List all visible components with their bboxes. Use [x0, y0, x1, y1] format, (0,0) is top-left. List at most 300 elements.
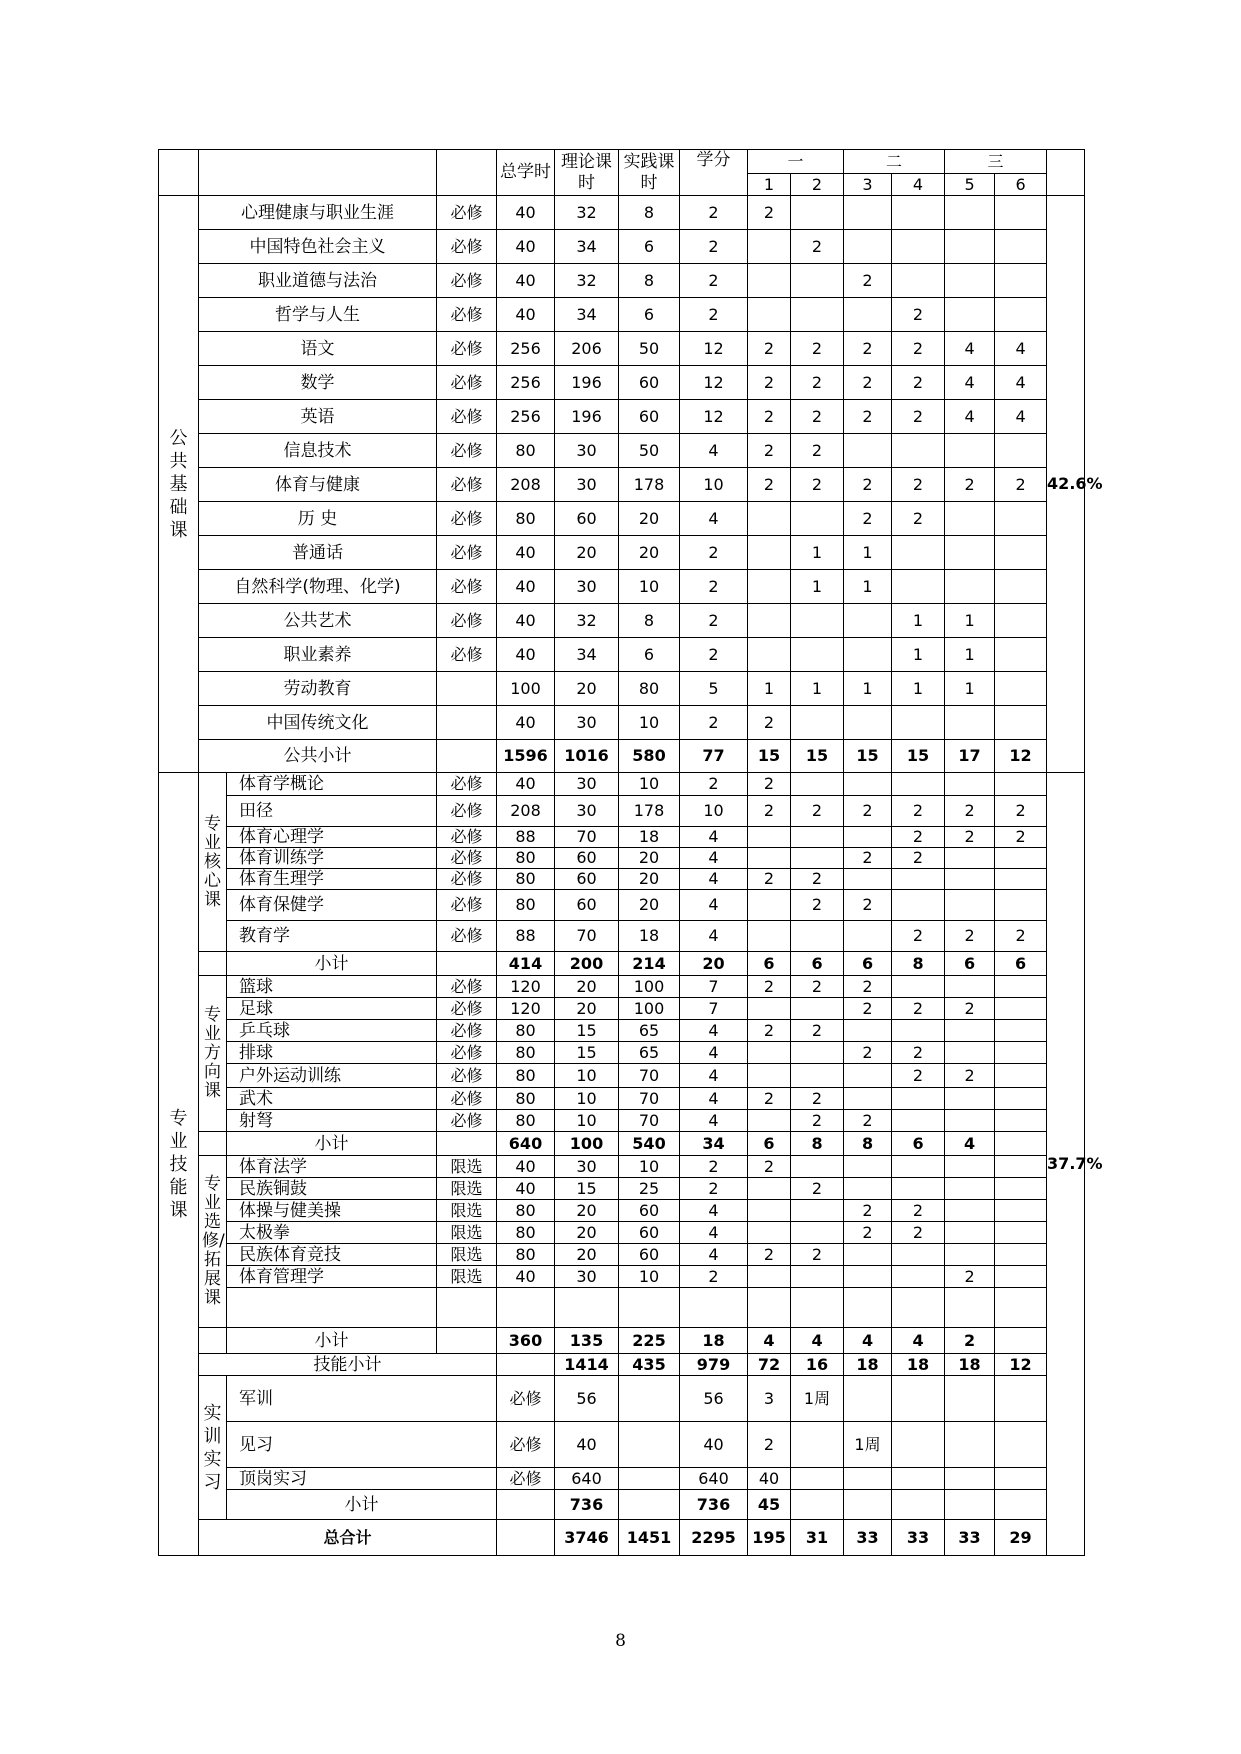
table-row	[159, 366, 1085, 400]
credit-cell: 5	[680, 672, 748, 706]
credit-cell: 2	[680, 706, 748, 740]
practice-hours-cell: 10	[619, 1266, 680, 1288]
term-3-cell: 2	[844, 468, 892, 502]
term-4-cell	[945, 1376, 995, 1422]
credit-cell: 4	[680, 1064, 748, 1088]
course-name: 排球	[227, 1042, 437, 1064]
term-4-cell: 2	[892, 366, 945, 400]
term-3-cell	[892, 1376, 945, 1422]
credit-cell: 12	[680, 400, 748, 434]
table-row	[159, 1422, 1085, 1468]
table-row	[159, 796, 1085, 827]
table-row	[159, 1178, 1085, 1200]
term-6-cell	[995, 773, 1047, 796]
total-hours-cell: 120	[497, 976, 555, 998]
table-row	[159, 604, 1085, 638]
term-1-cell: 15	[748, 740, 791, 773]
term-5-cell: 4	[945, 332, 995, 366]
course-type: 必修	[437, 196, 497, 230]
course-name: 体育心理学	[227, 827, 437, 848]
term-2-cell: 2	[791, 400, 844, 434]
term-2-cell: 1	[791, 570, 844, 604]
term-2-cell: 15	[791, 740, 844, 773]
total-hours-cell: 40	[497, 536, 555, 570]
theory-hours-cell: 15	[555, 1020, 619, 1042]
course-type: 必修	[437, 468, 497, 502]
term-6-cell	[995, 706, 1047, 740]
term-1-cell: 2	[748, 1244, 791, 1266]
credit-cell: 2	[680, 773, 748, 796]
credit-cell: 4	[680, 890, 748, 921]
term-2-cell	[791, 998, 844, 1020]
course-type: 必修	[437, 400, 497, 434]
course-type: 必修	[437, 264, 497, 298]
term-1-cell	[748, 1266, 791, 1288]
term-4-cell: 2	[892, 1064, 945, 1088]
term-1-cell: 2	[748, 773, 791, 796]
term-2-cell	[844, 1468, 892, 1490]
total-hours-cell: 208	[497, 796, 555, 827]
term-5-cell	[995, 1490, 1047, 1520]
term-4-cell	[892, 1178, 945, 1200]
credit-cell: 12	[680, 366, 748, 400]
term-3-cell	[844, 827, 892, 848]
table-row	[159, 998, 1085, 1020]
table-row	[159, 1288, 1085, 1328]
term-3-cell	[844, 434, 892, 468]
practice-hours-cell: 178	[619, 796, 680, 827]
table-row	[159, 848, 1085, 869]
credit-cell: 4	[680, 1200, 748, 1222]
table-row	[159, 976, 1085, 998]
practice-hours-cell: 50	[619, 332, 680, 366]
term-6-cell: 4	[995, 332, 1047, 366]
theory-hours-cell: 20	[555, 672, 619, 706]
term-5-cell: 2	[945, 998, 995, 1020]
term-4-cell: 2	[892, 1042, 945, 1064]
term-4-cell: 2	[892, 827, 945, 848]
course-name: 见习	[227, 1422, 497, 1468]
table-row	[159, 1222, 1085, 1244]
course-type: 必修	[437, 848, 497, 869]
credit-cell: 4	[680, 1042, 748, 1064]
course-name: 军训	[227, 1376, 497, 1422]
term-1-cell	[748, 536, 791, 570]
term-5-cell	[945, 536, 995, 570]
term-header: 4	[892, 174, 945, 196]
table-row	[159, 921, 1085, 952]
credit-cell: 7	[680, 998, 748, 1020]
credit-cell: 4	[680, 827, 748, 848]
theory-hours-cell: 200	[555, 952, 619, 976]
term-2-cell: 2	[791, 1244, 844, 1266]
term-3-cell: 2	[844, 1110, 892, 1132]
term-4-cell	[892, 196, 945, 230]
term-3-cell	[844, 1266, 892, 1288]
term-4-cell	[892, 1020, 945, 1042]
table-row	[159, 400, 1085, 434]
table-row	[159, 434, 1085, 468]
term-2-cell: 2	[791, 869, 844, 890]
total-hours-cell: 80	[497, 434, 555, 468]
total-hours-cell: 80	[497, 1020, 555, 1042]
course-name: 武术	[227, 1088, 437, 1110]
course-name: 体育法学	[227, 1156, 437, 1178]
total-hours-cell: 1596	[497, 740, 555, 773]
course-name: 乒乓球	[227, 1020, 437, 1042]
credit-cell: 4	[680, 1244, 748, 1266]
term-5-cell	[945, 230, 995, 264]
course-name: 田径	[227, 796, 437, 827]
term-2-cell	[791, 196, 844, 230]
course-type: 必修	[437, 1020, 497, 1042]
term-2-cell: 2	[791, 434, 844, 468]
term-5-cell: 2	[945, 468, 995, 502]
percent-label: 42.6%	[1047, 196, 1085, 773]
term-6-cell	[995, 604, 1047, 638]
table-row	[159, 672, 1085, 706]
credit-cell: 4	[680, 869, 748, 890]
term-1-cell: 2	[748, 869, 791, 890]
credit-cell: 18	[680, 1328, 748, 1354]
course-type: 必修	[437, 502, 497, 536]
term-2-cell: 2	[791, 332, 844, 366]
term-5-cell: 4	[945, 1132, 995, 1156]
course-type	[437, 1132, 497, 1156]
course-name: 顶岗实习	[227, 1468, 497, 1490]
course-name: 公共艺术	[199, 604, 437, 638]
term-6-cell: 2	[995, 796, 1047, 827]
credit-cell: 2	[680, 604, 748, 638]
credit-cell: 45	[748, 1490, 791, 1520]
term-3-cell: 8	[844, 1132, 892, 1156]
theory-hours-cell	[619, 1376, 680, 1422]
total-hours-cell: 40	[497, 604, 555, 638]
practice-hours-cell: 580	[619, 740, 680, 773]
course-name: 体育学概论	[227, 773, 437, 796]
credit-cell: 4	[680, 1222, 748, 1244]
term-1-cell: 16	[791, 1354, 844, 1376]
term-3-cell	[844, 1178, 892, 1200]
table-row	[159, 230, 1085, 264]
total-hours-cell: 88	[497, 827, 555, 848]
course-type: 必修	[437, 536, 497, 570]
term-1-cell	[748, 1178, 791, 1200]
term-1-cell: 1周	[791, 1376, 844, 1422]
total-hours-cell: 640	[555, 1468, 619, 1490]
term-4-cell	[892, 1088, 945, 1110]
total-hours-cell: 80	[497, 848, 555, 869]
term-header: 2	[791, 174, 844, 196]
table-row	[159, 1020, 1085, 1042]
term-3-cell: 2	[844, 1222, 892, 1244]
term-3-cell: 2	[844, 890, 892, 921]
course-type	[497, 1354, 555, 1376]
practice-hours-cell: 6	[619, 230, 680, 264]
term-5-cell	[945, 706, 995, 740]
empty-cell	[791, 1288, 844, 1328]
theory-hours-header: 理论课时	[555, 150, 619, 196]
term-1-cell: 1	[748, 672, 791, 706]
term-5-cell: 2	[945, 827, 995, 848]
course-name: 自然科学(物理、化学)	[199, 570, 437, 604]
term-1-cell: 4	[748, 1328, 791, 1354]
term-5-cell	[945, 848, 995, 869]
term-5-cell: 17	[945, 740, 995, 773]
course-name: 心理健康与职业生涯	[199, 196, 437, 230]
term-2-cell	[791, 1042, 844, 1064]
total-hours-cell: 640	[497, 1132, 555, 1156]
table-row	[159, 1266, 1085, 1288]
term-6-cell	[995, 1042, 1047, 1064]
table-row	[159, 1490, 1085, 1520]
term-2-cell: 2	[791, 366, 844, 400]
term-4-cell: 2	[892, 298, 945, 332]
total-hours-cell: 80	[497, 1064, 555, 1088]
table-row	[159, 264, 1085, 298]
term-3-cell	[844, 1064, 892, 1088]
theory-hours-cell: 30	[555, 468, 619, 502]
practice-hours-cell: 100	[619, 976, 680, 998]
total-hours-cell: 80	[497, 1042, 555, 1064]
term-3-cell	[844, 604, 892, 638]
course-name: 射弩	[227, 1110, 437, 1132]
course-name: 普通话	[199, 536, 437, 570]
theory-hours-cell: 196	[555, 366, 619, 400]
theory-hours-cell: 30	[555, 706, 619, 740]
page-number: 8	[615, 1631, 626, 1651]
course-name: 历 史	[199, 502, 437, 536]
course-type: 必修	[437, 827, 497, 848]
term-3-cell: 1	[844, 570, 892, 604]
course-name: 体育保健学	[227, 890, 437, 921]
table-row	[159, 890, 1085, 921]
course-name: 体育生理学	[227, 869, 437, 890]
practice-hours-cell: 70	[619, 1110, 680, 1132]
total-hours-cell: 40	[497, 638, 555, 672]
credit-cell: 2	[680, 1156, 748, 1178]
practice-hours-cell: 640	[680, 1468, 748, 1490]
term-3-cell: 2	[844, 848, 892, 869]
theory-hours-cell	[619, 1468, 680, 1490]
table-row	[159, 502, 1085, 536]
term-1-cell	[748, 1064, 791, 1088]
term-4-cell: 2	[892, 1200, 945, 1222]
term-header: 3	[844, 174, 892, 196]
course-type	[437, 740, 497, 773]
term-5-cell: 2	[945, 1328, 995, 1354]
theory-hours-cell: 32	[555, 604, 619, 638]
term-4-cell: 2	[892, 332, 945, 366]
term-6-cell	[995, 1266, 1047, 1288]
term-1-cell	[748, 890, 791, 921]
term-5-cell: 1	[945, 672, 995, 706]
term-2-cell	[791, 773, 844, 796]
course-type: 必修	[437, 366, 497, 400]
term-6-cell	[995, 1328, 1047, 1354]
term-5-cell	[945, 502, 995, 536]
theory-hours-cell: 60	[555, 869, 619, 890]
term-2-cell	[791, 1064, 844, 1088]
term-4-cell	[892, 570, 945, 604]
credit-cell: 10	[680, 796, 748, 827]
term-6-cell	[995, 230, 1047, 264]
term-1-cell	[748, 827, 791, 848]
table-row	[159, 1244, 1085, 1266]
term-1-cell	[748, 921, 791, 952]
term-1-cell	[791, 1422, 844, 1468]
course-name: 中国特色社会主义	[199, 230, 437, 264]
term-6-cell	[995, 998, 1047, 1020]
term-4-cell: 2	[892, 848, 945, 869]
course-type: 限选	[437, 1244, 497, 1266]
credit-cell: 4	[680, 921, 748, 952]
term-2-cell	[791, 604, 844, 638]
term-6-cell	[995, 536, 1047, 570]
course-type: 限选	[437, 1266, 497, 1288]
term-4-cell	[892, 890, 945, 921]
term-3-cell	[844, 1156, 892, 1178]
term-5-cell: 4	[945, 400, 995, 434]
table-row	[159, 952, 1085, 976]
total-hours-cell: 40	[497, 1266, 555, 1288]
term-1-cell	[748, 1200, 791, 1222]
term-1-cell: 2	[748, 332, 791, 366]
empty-cell	[892, 1288, 945, 1328]
theory-hours-cell: 34	[555, 230, 619, 264]
term-3-cell: 2	[844, 366, 892, 400]
practice-hours-cell: 2295	[680, 1520, 748, 1556]
term-6-cell: 2	[995, 827, 1047, 848]
subtotal-label: 公共小计	[199, 740, 437, 773]
practice-hours-cell: 10	[619, 706, 680, 740]
theory-hours-cell: 70	[555, 827, 619, 848]
term-4-cell: 2	[892, 998, 945, 1020]
term-5-cell	[945, 1222, 995, 1244]
term-4-cell	[892, 1110, 945, 1132]
term-5-cell	[945, 1178, 995, 1200]
empty-cell	[497, 1288, 555, 1328]
term-3-cell	[892, 1422, 945, 1468]
term-6-cell	[995, 848, 1047, 869]
term-1-cell: 2	[748, 400, 791, 434]
table-row	[159, 196, 1085, 230]
term-5-cell	[945, 298, 995, 332]
term-4-cell	[892, 536, 945, 570]
course-name: 体育管理学	[227, 1266, 437, 1288]
term-2-cell: 2	[791, 976, 844, 998]
table-row	[159, 1064, 1085, 1088]
term-4-cell: 1	[892, 672, 945, 706]
table-row	[159, 1354, 1085, 1376]
term-1-cell: 2	[748, 1156, 791, 1178]
term-1-cell	[748, 998, 791, 1020]
course-type: 限选	[437, 1156, 497, 1178]
term-2-cell: 4	[791, 1328, 844, 1354]
table-row	[159, 1328, 1085, 1354]
term-4-cell: 2	[892, 796, 945, 827]
term-4-cell	[892, 706, 945, 740]
course-name: 体育训练学	[227, 848, 437, 869]
course-name: 哲学与人生	[199, 298, 437, 332]
practice-hours-cell: 20	[619, 502, 680, 536]
grand-total-label: 总合计	[199, 1520, 497, 1556]
total-hours-cell: 40	[497, 706, 555, 740]
practice-hours-cell: 6	[619, 638, 680, 672]
category-label: 专业技能课	[159, 773, 199, 1556]
term-3-cell	[844, 1244, 892, 1266]
table-row	[159, 1110, 1085, 1132]
credit-cell: 2	[748, 1422, 791, 1468]
practice-hours-cell: 18	[619, 921, 680, 952]
term-3-cell: 33	[892, 1520, 945, 1556]
total-hours-cell: 256	[497, 332, 555, 366]
term-2-cell: 18	[844, 1354, 892, 1376]
theory-hours-cell: 70	[555, 921, 619, 952]
term-2-cell	[791, 706, 844, 740]
term-3-cell	[844, 196, 892, 230]
table-row	[159, 570, 1085, 604]
term-5-cell: 4	[945, 366, 995, 400]
category-label: 实训实习	[199, 1376, 227, 1520]
theory-hours-cell: 20	[555, 1244, 619, 1266]
term-header: 6	[995, 174, 1047, 196]
term-4-cell	[892, 230, 945, 264]
empty-cell	[995, 1288, 1047, 1328]
term-2-cell	[791, 1266, 844, 1288]
course-name: 篮球	[227, 976, 437, 998]
term-4-cell	[892, 1266, 945, 1288]
course-type: 必修	[437, 434, 497, 468]
term-4-cell: 2	[892, 921, 945, 952]
subtotal-label: 小计	[227, 952, 437, 976]
term-3-cell	[892, 1468, 945, 1490]
term-4-cell	[892, 976, 945, 998]
practice-hours-cell: 25	[619, 1178, 680, 1200]
term-3-cell: 2	[844, 976, 892, 998]
table-row	[159, 1088, 1085, 1110]
term-2-cell: 8	[791, 1132, 844, 1156]
term-6-cell: 12	[995, 740, 1047, 773]
total-hours-cell: 120	[497, 998, 555, 1020]
term-5-cell: 1	[945, 604, 995, 638]
practice-hours-cell: 10	[619, 1156, 680, 1178]
practice-hours-cell: 40	[680, 1422, 748, 1468]
credit-cell: 2	[680, 638, 748, 672]
term-2-cell: 2	[791, 1088, 844, 1110]
term-5-cell	[945, 1200, 995, 1222]
theory-hours-cell: 206	[555, 332, 619, 366]
term-5-cell	[945, 1088, 995, 1110]
total-hours-cell: 40	[555, 1422, 619, 1468]
theory-hours-cell: 15	[555, 1042, 619, 1064]
term-6-cell	[995, 1088, 1047, 1110]
term-1-cell	[748, 1042, 791, 1064]
practice-hours-cell: 60	[619, 1200, 680, 1222]
term-2-cell: 2	[791, 1178, 844, 1200]
term-3-cell: 2	[844, 264, 892, 298]
term-3-cell: 15	[844, 740, 892, 773]
term-3-cell: 2	[844, 332, 892, 366]
header-blank	[1047, 150, 1085, 196]
table-row	[159, 1042, 1085, 1064]
practice-hours-cell: 60	[619, 1244, 680, 1266]
term-5-cell: 2	[945, 1266, 995, 1288]
term-5-cell: 2	[945, 796, 995, 827]
term-3-cell	[844, 706, 892, 740]
practice-hours-cell: 70	[619, 1088, 680, 1110]
term-1-cell	[748, 848, 791, 869]
